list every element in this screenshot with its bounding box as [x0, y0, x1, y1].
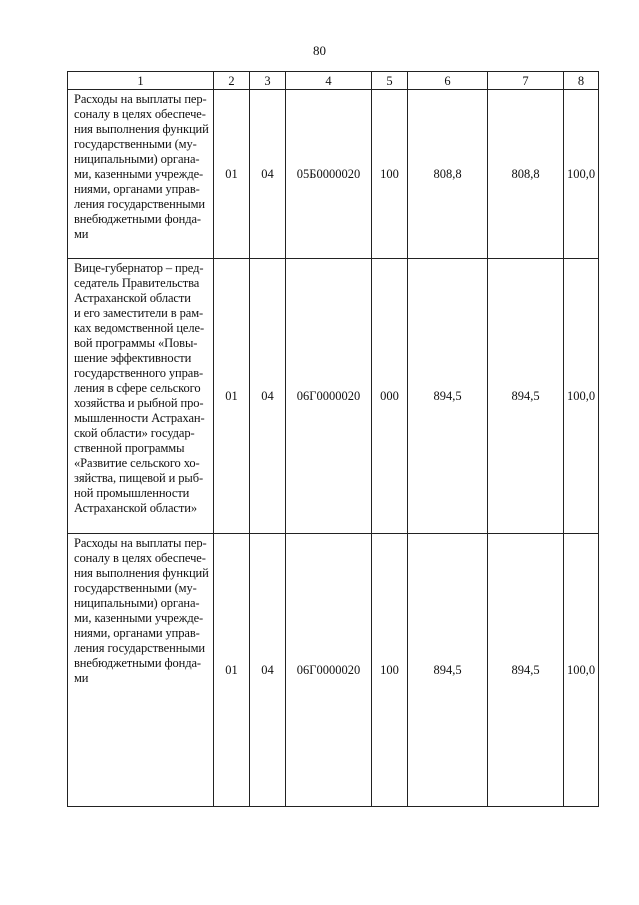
header-col-6: 6 — [408, 72, 488, 90]
table-row — [68, 534, 599, 807]
description-line: Расходы на выплаты пер- — [74, 536, 207, 550]
description-line: ления государственными — [74, 197, 205, 211]
header-col-8: 8 — [564, 72, 599, 90]
description-line: ми, казенными учрежде- — [74, 611, 204, 625]
header-col-4: 4 — [286, 72, 372, 90]
description-line: ния выполнения функций — [74, 566, 209, 580]
description-line: ниями, органами управ- — [74, 626, 200, 640]
description-line: ления государственными — [74, 641, 205, 655]
section-code: 01 — [214, 534, 250, 807]
description-line: Астраханской области» — [74, 501, 197, 515]
expense-type-code: 100 — [372, 534, 408, 807]
description-line: зяйства, пищевой и рыб- — [74, 471, 204, 485]
description-line: ления в сфере сельского — [74, 381, 201, 395]
target-article-code: 05Б0000020 — [286, 90, 372, 259]
header-col-7: 7 — [488, 72, 564, 90]
description-line: ния выполнения функций — [74, 122, 209, 136]
page-number: 80 — [313, 43, 326, 58]
description-line: ми — [74, 671, 89, 685]
description-line: соналу в целях обеспече- — [74, 551, 206, 565]
amount-col-6: 808,8 — [408, 90, 488, 259]
expense-type-code: 000 — [372, 259, 408, 534]
table-row — [68, 259, 599, 534]
description-line: ственной программы — [74, 441, 185, 455]
description-line: внебюджетными фонда- — [74, 212, 201, 226]
percent-col-8: 100,0 — [564, 534, 599, 807]
section-code: 01 — [214, 90, 250, 259]
budget-table — [67, 71, 599, 807]
description-line: государственными (му- — [74, 137, 197, 151]
expense-type-code: 100 — [372, 90, 408, 259]
header-row — [68, 72, 599, 90]
description-line: и его заместители в рам- — [74, 306, 204, 320]
description-line: государственного управ- — [74, 366, 204, 380]
header-col-5: 5 — [372, 72, 408, 90]
amount-col-6: 894,5 — [408, 534, 488, 807]
description-line: государственными (му- — [74, 581, 197, 595]
description-line: ках ведомственной целе- — [74, 321, 205, 335]
description-line: мышленности Астрахан- — [74, 411, 205, 425]
amount-col-7: 894,5 — [488, 259, 564, 534]
row-description — [68, 534, 214, 807]
row-description — [68, 90, 214, 259]
row-description — [68, 259, 214, 534]
description-line: ской области» государ- — [74, 426, 195, 440]
description-line: ми — [74, 227, 89, 241]
description-line: шение эффективности — [74, 351, 192, 365]
subsection-code: 04 — [250, 90, 286, 259]
header-col-1: 1 — [68, 72, 214, 90]
description-line: соналу в целях обеспече- — [74, 107, 206, 121]
subsection-code: 04 — [250, 259, 286, 534]
target-article-code: 06Г0000020 — [286, 259, 372, 534]
description-line: ниями, органами управ- — [74, 182, 200, 196]
description-line: седатель Правительства — [74, 276, 200, 290]
percent-col-8: 100,0 — [564, 259, 599, 534]
description-line: Расходы на выплаты пер- — [74, 92, 207, 106]
description-line: «Развитие сельского хо- — [74, 456, 200, 470]
description-line: ниципальными) органа- — [74, 152, 200, 166]
description-line: Вице-губернатор – пред- — [74, 261, 204, 275]
amount-col-7: 894,5 — [488, 534, 564, 807]
section-code: 01 — [214, 259, 250, 534]
amount-col-6: 894,5 — [408, 259, 488, 534]
header-col-3: 3 — [250, 72, 286, 90]
header-col-2: 2 — [214, 72, 250, 90]
description-line: ной промышленности — [74, 486, 190, 500]
target-article-code: 06Г0000020 — [286, 534, 372, 807]
description-line: ми, казенными учрежде- — [74, 167, 204, 181]
table-row — [68, 90, 599, 259]
percent-col-8: 100,0 — [564, 90, 599, 259]
description-line: хозяйства и рыбной про- — [74, 396, 204, 410]
description-line: вой программы «Повы- — [74, 336, 198, 350]
description-line: Астраханской области — [74, 291, 191, 305]
description-line: ниципальными) органа- — [74, 596, 200, 610]
description-line: внебюджетными фонда- — [74, 656, 201, 670]
amount-col-7: 808,8 — [488, 90, 564, 259]
subsection-code: 04 — [250, 534, 286, 807]
